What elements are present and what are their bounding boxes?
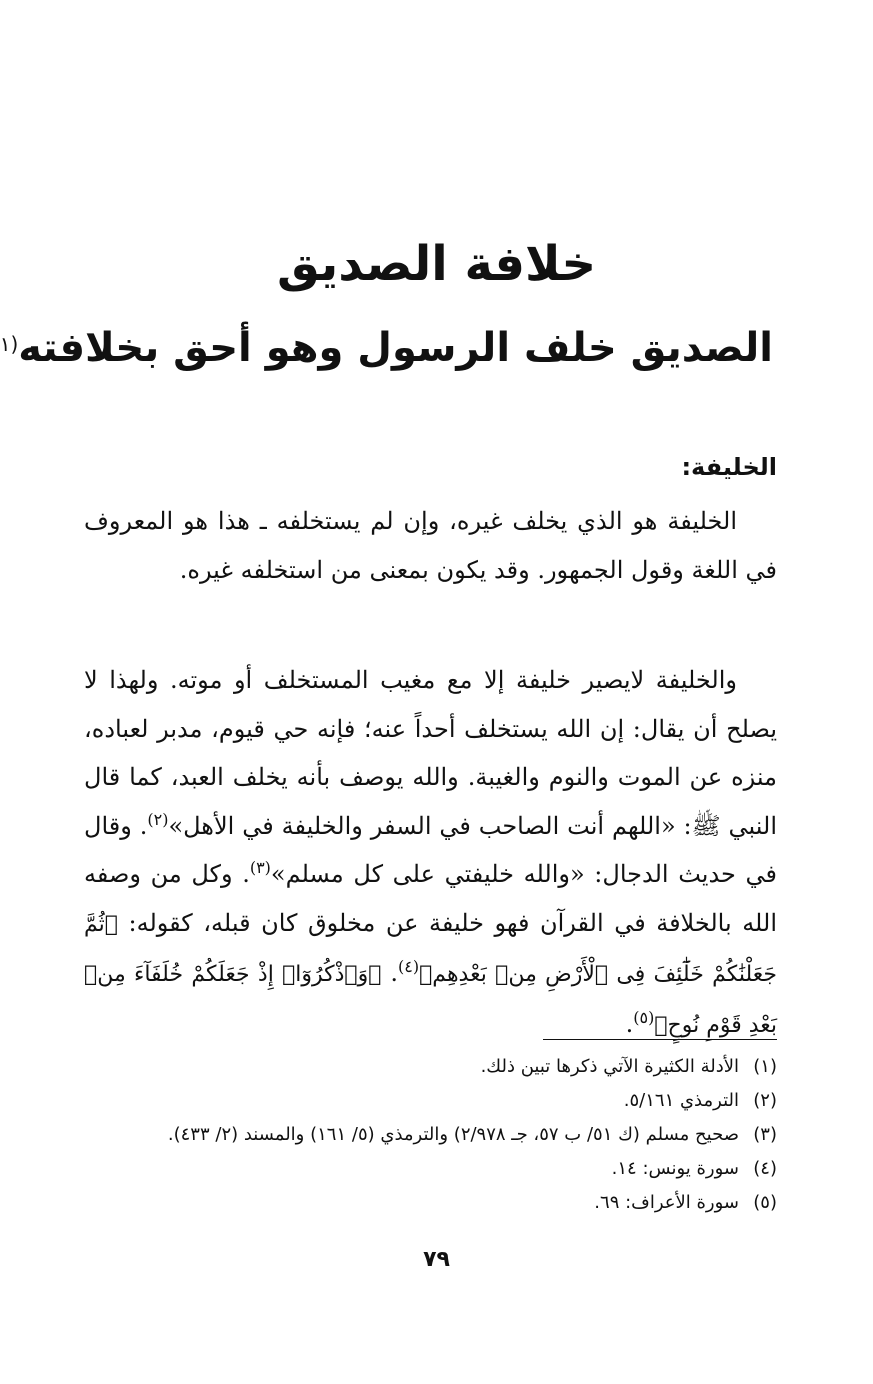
paragraph-part: . <box>381 959 399 987</box>
footnote-number: (٢) <box>753 1090 777 1111</box>
section-heading: الخليفة: <box>681 453 777 481</box>
footnote-item <box>80 1186 777 1220</box>
subtitle-footnote-ref[interactable]: (١ <box>0 332 19 356</box>
footnote-text: سورة الأعراف: ٦٩. <box>594 1192 739 1213</box>
footnote-item <box>80 1050 777 1084</box>
subtitle-text: الصديق خلف الرسول وهو أحق بخلافته <box>18 325 773 371</box>
paragraph-part: . وكل من وصفه الله بالخلافة في القرآن فهو خليفة عن مخلوق كان قبله، كقوله: <box>84 860 777 937</box>
footnote-divider <box>543 1039 777 1040</box>
footnote-ref-3[interactable]: (٣) <box>249 858 271 877</box>
page-number: ٧٩ <box>423 1247 450 1272</box>
quran-verse-araf: ﴿وَٱذْكُرُوٓا۟ إِذْ جَعَلَكُمْ خُلَفَآءَ مِنۢ بَعْدِ قَوْمِ نُوحٍ﴾ <box>84 962 777 1038</box>
footnotes-list <box>80 1050 777 1220</box>
paragraph-part: والخليفة لايصير خليفة إلا مع مغيب المستخلف أو موته. ولهذا لا يصلح أن يقال: إن الله يستخلف أحداً عنه؛ فإنه حي قيوم، مدبر لعباده، منزه عن الموت والنوم والغيبة. والله يوصف بأنه يخلف العبد، كما قال النبي ﷺ: «اللهم أنت الصاحب في السفر والخليفة في الأهل» <box>84 666 777 840</box>
footnote-number: (١) <box>753 1056 777 1077</box>
footnote-item <box>80 1118 777 1152</box>
paragraph-explanation <box>84 656 777 1050</box>
paragraph-part: . <box>625 1009 634 1038</box>
chapter-title: خلافة الصديق <box>276 236 597 292</box>
paragraph-part: . وقال في حديث الدجال: «والله خليفتي على كل مسلم» <box>84 811 777 888</box>
chapter-subtitle <box>0 318 773 378</box>
footnote-ref-5[interactable]: (٥) <box>633 1007 655 1027</box>
footnote-item <box>80 1084 777 1118</box>
footnote-item <box>80 1152 777 1186</box>
footnote-text: الترمذي ٥/١٦١. <box>623 1090 739 1111</box>
footnote-text: سورة يونس: ١٤. <box>611 1158 739 1179</box>
footnote-number: (٤) <box>753 1158 777 1179</box>
footnote-number: (٥) <box>753 1192 777 1213</box>
footnote-text: الأدلة الكثيرة الآتي ذكرها تبين ذلك. <box>480 1056 739 1077</box>
quran-verse-yunus: ﴿ثُمَّ جَعَلْنَٰكُمْ خَلَٰٓئِفَ فِى ٱلْأَرْضِ مِنۢ بَعْدِهِم﴾ <box>84 911 777 987</box>
footnote-ref-4[interactable]: (٤) <box>398 957 420 976</box>
footnote-number: (٣) <box>753 1124 777 1145</box>
footnote-ref-2[interactable]: (٢) <box>147 809 169 829</box>
footnote-text: صحيح مسلم (ك ٥١/ ب ٥٧، جـ ٢/٩٧٨) والترمذي (٥/ ١٦١) والمسند (٢/ ٤٣٣). <box>167 1124 739 1145</box>
paragraph-definition: الخليفة هو الذي يخلف غيره، وإن لم يستخلفه ـ هذا هو المعروف في اللغة وقول الجمهور. وقد يكون بمعنى من استخلفه غيره. <box>84 507 777 584</box>
